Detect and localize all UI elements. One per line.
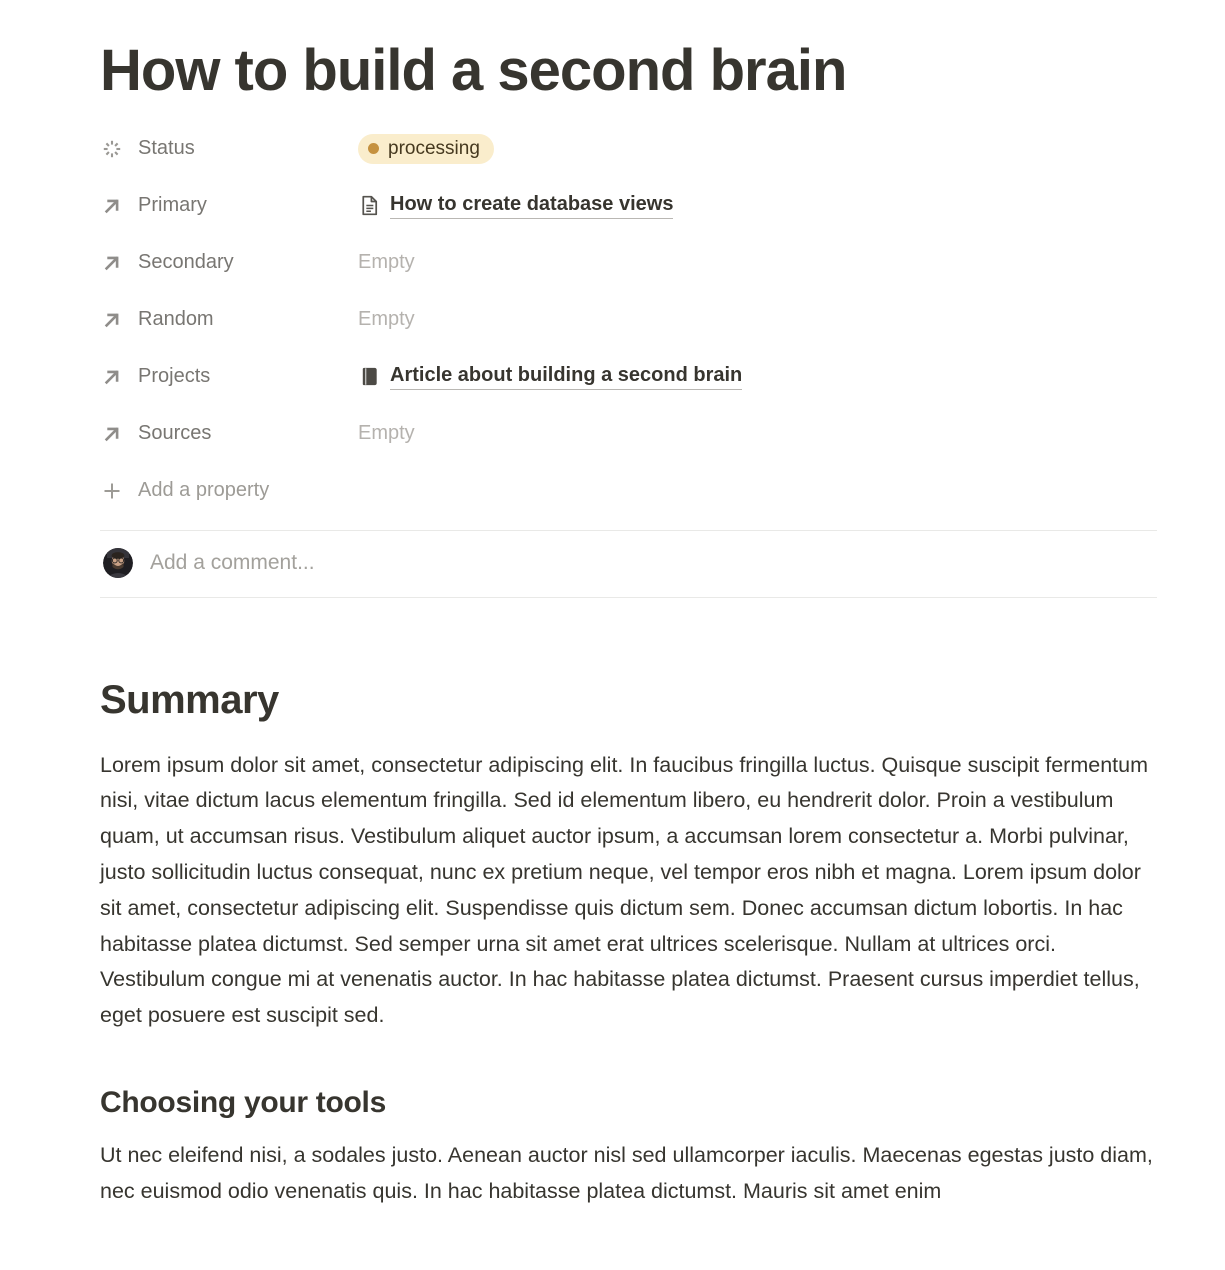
property-label-text: Secondary (138, 251, 234, 274)
book-icon (358, 365, 381, 388)
properties-panel (100, 132, 1157, 508)
comment-input[interactable]: Add a comment... (150, 550, 315, 574)
property-value-random[interactable] (358, 308, 415, 331)
summary-paragraph[interactable]: Lorem ipsum dolor sit amet, consectetur adipiscing elit. In faucibus fringilla luctus. Quisque suscipit fermentum nisi, vitae dictum lacus elementum fringilla. Sed id elementum libero, eu hendrerit dolor. Proin a vestibulum quam, ut accumsan risus. Vestibulum aliquet auctor ipsum, a accumsan lorem consectetur a. Morbi pulvinar, justo sollicitudin luctus consequat, nunc ex pretium neque, vel tempor eros nibh et magna. Lorem ipsum dolor sit amet, consectetur adipiscing elit. Suspendisse quis dictum sem. Donec accumsan dictum lobortis. In hac habitasse platea dictumst. Sed semper urna sit amet erat ultrices scelerisque. Nullam at ultrices orci. Vestibulum congue mi at venenatis auctor. In hac habitasse platea dictumst. Praesent cursus imperdiet tellus, eget posuere est suscipit sed. (100, 752, 1148, 1028)
arrow-up-right-icon (100, 308, 124, 332)
property-label-text: Primary (138, 194, 207, 217)
property-row-sources (100, 417, 1157, 451)
property-value-projects (358, 364, 742, 390)
property-row-status (100, 132, 1157, 166)
property-value-sources[interactable] (358, 422, 415, 445)
plus-icon (100, 479, 124, 503)
status-dot-icon (368, 143, 379, 154)
empty-value: Empty (358, 308, 415, 331)
status-badge[interactable] (358, 134, 494, 164)
property-label-status[interactable] (100, 137, 358, 161)
spinner-icon (100, 137, 124, 161)
heading-summary[interactable]: Summary (100, 677, 279, 722)
property-row-projects (100, 360, 1157, 394)
avatar[interactable] (103, 548, 133, 578)
arrow-up-right-icon (100, 422, 124, 446)
add-property-label: Add a property (138, 479, 270, 502)
property-label-primary[interactable] (100, 194, 358, 218)
property-row-secondary (100, 246, 1157, 280)
property-label-sources[interactable] (100, 422, 358, 446)
property-label-text: Status (138, 137, 195, 160)
heading-choosing-your-tools[interactable]: Choosing your tools (100, 1086, 386, 1120)
property-row-primary (100, 189, 1157, 223)
primary-page-link[interactable] (358, 193, 673, 219)
page-title[interactable]: How to build a second brain (100, 38, 847, 103)
primary-page-title: How to create database views (390, 193, 673, 219)
property-label-text: Sources (138, 422, 212, 445)
projects-page-title: Article about building a second brain (390, 364, 742, 390)
empty-value: Empty (358, 251, 415, 274)
property-label-projects[interactable] (100, 365, 358, 389)
tools-paragraph[interactable]: Ut nec eleifend nisi, a sodales justo. Aenean auctor nisl sed ullamcorper iaculis. Maecenas egestas justo diam, nec euismod odio venenatis quis. In hac habitasse platea dictumst. Mauris sit amet enim (100, 1143, 1153, 1203)
arrow-up-right-icon (100, 365, 124, 389)
projects-page-link[interactable] (358, 364, 742, 390)
arrow-up-right-icon (100, 194, 124, 218)
property-label-text: Projects (138, 365, 211, 388)
add-property-button[interactable] (100, 474, 1157, 508)
document-icon (358, 194, 381, 217)
property-value-primary (358, 193, 673, 219)
property-label-random[interactable] (100, 308, 358, 332)
comment-row (100, 531, 1157, 597)
property-row-random (100, 303, 1157, 337)
arrow-up-right-icon (100, 251, 124, 275)
property-value-status (358, 134, 494, 164)
property-value-secondary[interactable] (358, 251, 415, 274)
empty-value: Empty (358, 422, 415, 445)
page-content (100, 598, 1157, 1210)
status-badge-label: processing (388, 137, 480, 159)
property-label-secondary[interactable] (100, 251, 358, 275)
property-label-text: Random (138, 308, 214, 331)
